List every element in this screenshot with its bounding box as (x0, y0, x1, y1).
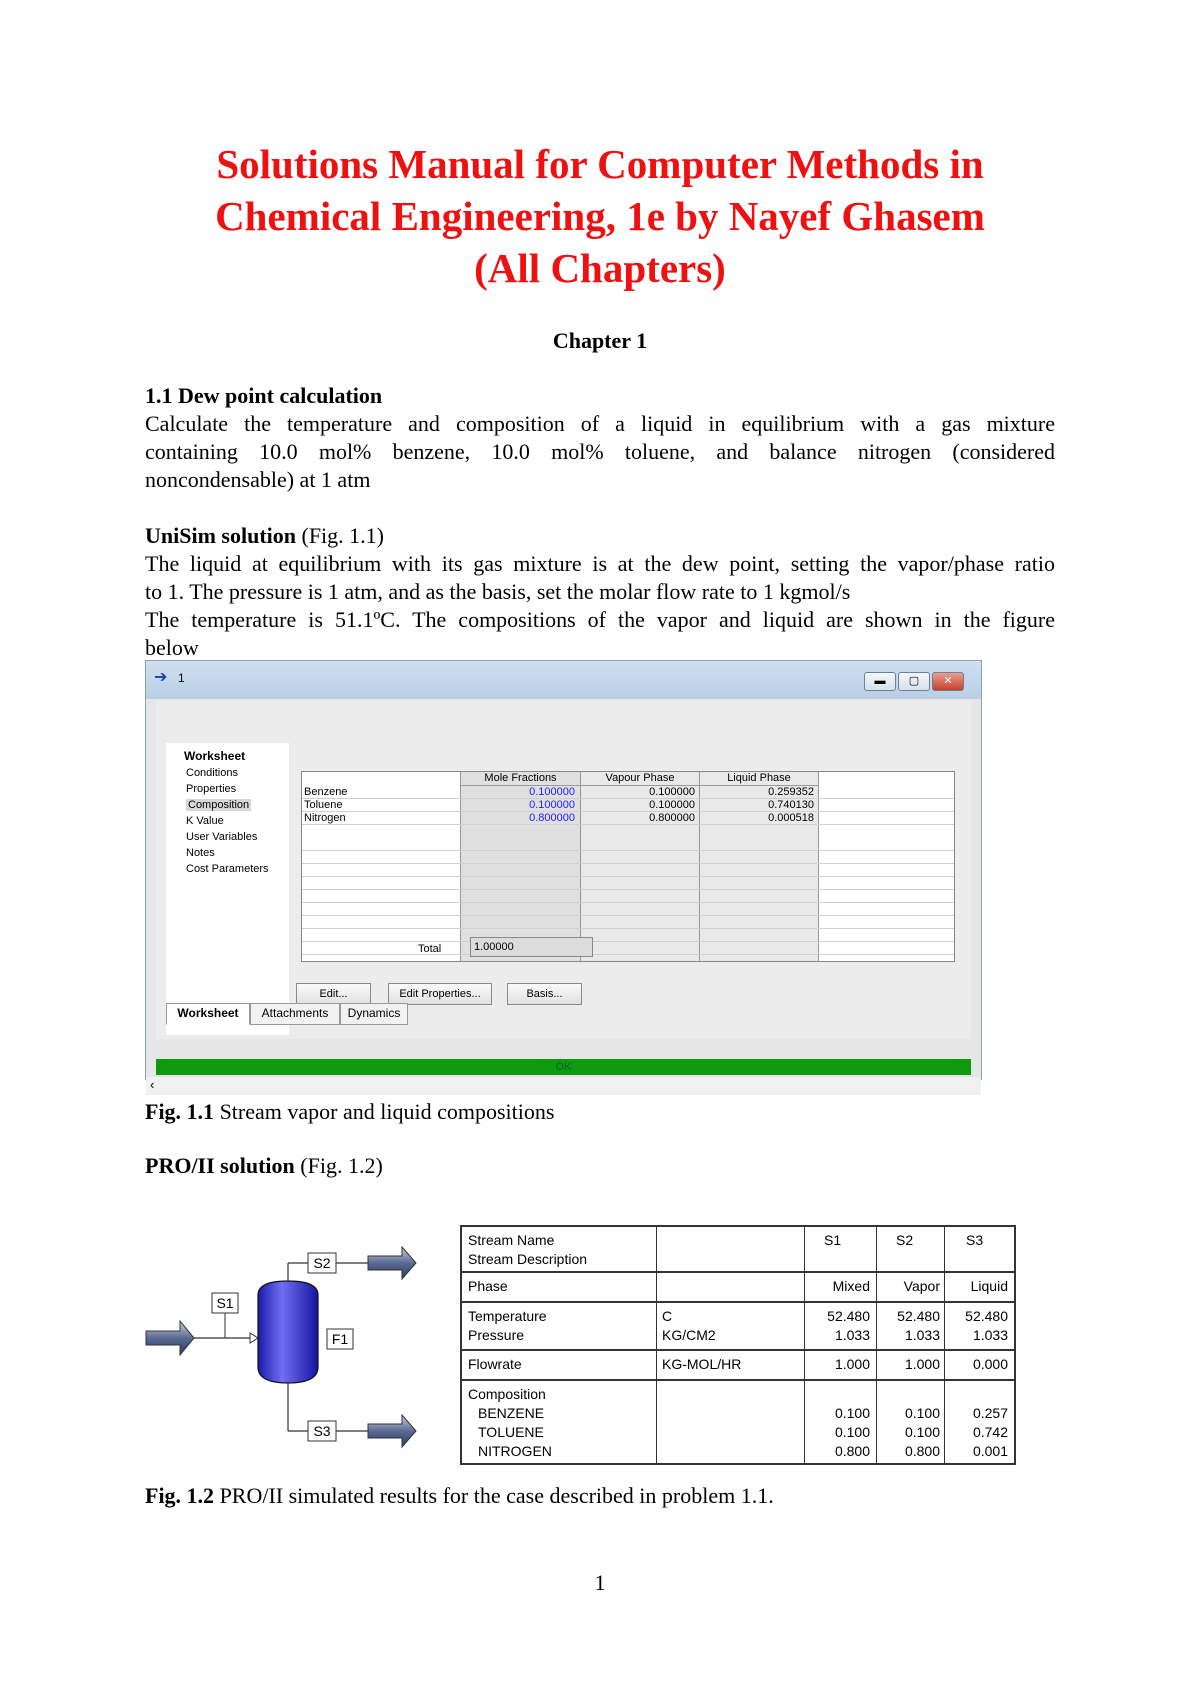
pro2-heading (145, 1152, 1055, 1180)
composition-label: Composition (468, 1386, 546, 1402)
s3-label: S3 (313, 1423, 331, 1439)
col-header-mole: Mole Fractions (461, 772, 580, 786)
temperature-s1: 52.480 (827, 1308, 870, 1324)
total-field: 1.00000 (470, 937, 593, 957)
chapter-heading: Chapter 1 (552, 328, 648, 353)
component-s2: 0.100 (904, 1424, 940, 1440)
problem-line-3: noncondensable) at 1 atm (145, 467, 371, 492)
unisim-heading-bold: UniSim solution (145, 523, 296, 548)
empty-row (302, 838, 954, 851)
empty-row (302, 851, 954, 864)
component-name: Benzene (304, 786, 348, 798)
pro2-heading-ref: (Fig. 1.2) (294, 1153, 383, 1178)
tree-item-cost-parameters[interactable]: Cost Parameters (186, 863, 269, 875)
total-label: Total (418, 943, 442, 955)
component-name: Nitrogen (304, 812, 346, 824)
component-s2: 0.800 (904, 1443, 940, 1459)
problem-line-1: Calculate the temperature and composition of a liquid in equilibrium with a gas mixture (145, 411, 1055, 436)
problem-statement (145, 410, 1055, 494)
component-name: Toluene (304, 799, 343, 811)
unisim-line-3: The temperature is 51.1ºC. The compositions of the vapor and liquid are shown in the figure (145, 607, 1055, 632)
unisim-heading-ref: (Fig. 1.1) (296, 523, 384, 548)
unisim-heading (145, 522, 1055, 550)
liquid-fraction: 0.740130 (768, 799, 814, 811)
document-title (145, 138, 1055, 294)
phase-s3: Liquid (970, 1278, 1008, 1294)
empty-row (302, 877, 954, 890)
maximize-button[interactable]: ▢ (898, 672, 930, 691)
pressure-s1: 1.033 (834, 1327, 870, 1343)
table-row[interactable] (302, 812, 954, 825)
f1-label: F1 (331, 1331, 349, 1347)
empty-row (302, 929, 954, 942)
phase-s2: Vapor (903, 1278, 940, 1294)
component-name: NITROGEN (478, 1443, 552, 1459)
phase-label: Phase (468, 1278, 508, 1294)
tree-root: Worksheet (184, 749, 246, 763)
tree-item-composition[interactable]: Composition (188, 799, 250, 811)
page-number: 1 (594, 1570, 606, 1595)
unisim-line-2: to 1. The pressure is 1 atm, and as the basis, set the molar flow rate to 1 kgmol/s (145, 579, 851, 604)
close-button[interactable]: ✕ (932, 672, 964, 691)
temperature-s2: 52.480 (897, 1308, 940, 1324)
window-title: 1 (178, 671, 185, 685)
table-row[interactable] (302, 799, 954, 812)
tab-dynamics[interactable]: Dynamics (340, 1003, 408, 1025)
tab-attachments[interactable]: Attachments (250, 1003, 340, 1025)
s1-label: S1 (216, 1295, 234, 1311)
mole-fraction[interactable]: 0.800000 (529, 812, 575, 824)
liquid-arrow-icon (368, 1415, 416, 1447)
temperature-label: Temperature (468, 1308, 547, 1324)
s2-label: S2 (313, 1255, 331, 1271)
basis-button[interactable]: Basis... (507, 983, 582, 1005)
worksheet-content (156, 701, 971, 1039)
fig2-caption-text: PRO/II simulated results for the case described in problem 1.1. (214, 1483, 774, 1508)
empty-row (302, 916, 954, 929)
fig2-caption (145, 1482, 1055, 1510)
fig2-label: Fig. 1.2 (145, 1483, 215, 1508)
tab-worksheet[interactable]: Worksheet (166, 1003, 250, 1025)
col-header-liquid: Liquid Phase (700, 772, 818, 786)
divider (656, 1227, 657, 1463)
divider (462, 1301, 1014, 1303)
stream-arrow-icon: ➔ (154, 669, 168, 686)
col-s3: S3 (966, 1232, 984, 1248)
pro2-heading-bold: PRO/II solution (145, 1153, 295, 1178)
page-tree (166, 743, 289, 1035)
table-row[interactable] (302, 786, 954, 799)
component-s2: 0.100 (904, 1405, 940, 1421)
unisim-line-4: below (145, 635, 199, 660)
component-s1: 0.800 (834, 1443, 870, 1459)
liquid-fraction: 0.259352 (768, 786, 814, 798)
component-s3: 0.001 (972, 1443, 1008, 1459)
component-name: TOLUENE (478, 1424, 544, 1440)
divider (462, 1271, 1014, 1273)
component-s3: 0.257 (972, 1405, 1008, 1421)
pressure-s2: 1.033 (904, 1327, 940, 1343)
phase-s1: Mixed (832, 1278, 870, 1294)
vapour-fraction: 0.100000 (649, 786, 695, 798)
stream-name-label: Stream Name (468, 1232, 555, 1248)
fig1-caption-text: Stream vapor and liquid compositions (214, 1099, 555, 1124)
pro2-results-table (460, 1225, 1016, 1465)
flowrate-label: Flowrate (468, 1356, 522, 1372)
title-line-3: (All Chapters) (474, 245, 726, 291)
col-header-vapour: Vapour Phase (581, 772, 699, 786)
flash-vessel-icon (258, 1281, 318, 1383)
window-titlebar (146, 661, 981, 699)
mole-fraction[interactable]: 0.100000 (529, 786, 575, 798)
fig1-caption (145, 1098, 1055, 1126)
flowrate-s1: 1.000 (834, 1356, 870, 1372)
section-heading: 1.1 Dew point calculation (145, 383, 383, 408)
col-s2: S2 (896, 1232, 914, 1248)
pressure-label: Pressure (468, 1327, 525, 1343)
problem-line-2: containing 10.0 mol% benzene, 10.0 mol% toluene, and balance nitrogen (considered (145, 439, 1055, 464)
component-name: BENZENE (478, 1405, 545, 1421)
flowrate-s2: 1.000 (904, 1356, 940, 1372)
flowrate-s3: 0.000 (972, 1356, 1008, 1372)
tree-item-user-variables[interactable]: User Variables (186, 831, 258, 843)
inlet-arrow-icon (250, 1333, 258, 1343)
flowrate-unit: KG-MOL/HR (662, 1356, 742, 1372)
divider (462, 1349, 1014, 1351)
title-line-2: Chemical Engineering, 1e by Nayef Ghasem (215, 193, 985, 239)
temperature-unit: C (662, 1308, 673, 1324)
empty-row (302, 864, 954, 877)
scroll-left-icon[interactable]: ‹ (150, 1077, 155, 1092)
minimize-button[interactable]: ▬ (864, 672, 896, 691)
pro2-flowsheet (140, 1225, 450, 1465)
liquid-fraction: 0.000518 (768, 812, 814, 824)
vapor-arrow-icon (368, 1247, 416, 1279)
status-bar: OK (156, 1059, 971, 1075)
empty-row (302, 942, 954, 955)
col-s1: S1 (824, 1232, 842, 1248)
edit-properties-button[interactable]: Edit Properties... (388, 983, 492, 1005)
empty-row (302, 903, 954, 916)
component-s1: 0.100 (834, 1424, 870, 1440)
unisim-text (145, 550, 1055, 662)
tree-item-k-value[interactable]: K Value (186, 815, 224, 827)
vapour-fraction: 0.100000 (649, 799, 695, 811)
horizontal-scrollbar[interactable] (146, 1077, 981, 1095)
vapour-fraction: 0.800000 (649, 812, 695, 824)
title-line-1: Solutions Manual for Computer Methods in (216, 141, 984, 187)
tree-item-properties[interactable]: Properties (186, 783, 237, 795)
empty-row (302, 890, 954, 903)
composition-grid[interactable] (301, 771, 955, 962)
pressure-unit: KG/CM2 (662, 1327, 716, 1343)
unisim-line-1: The liquid at equilibrium with its gas mixture is at the dew point, setting the vapor/phase ratio (145, 551, 1055, 576)
unisim-window (145, 660, 982, 1092)
tree-item-conditions[interactable]: Conditions (186, 767, 238, 779)
mole-fraction[interactable]: 0.100000 (529, 799, 575, 811)
component-s3: 0.742 (972, 1424, 1008, 1440)
temperature-s3: 52.480 (965, 1308, 1008, 1324)
divider (462, 1379, 1014, 1381)
component-s1: 0.100 (834, 1405, 870, 1421)
fig1-label: Fig. 1.1 (145, 1099, 215, 1124)
stream-desc-label: Stream Description (468, 1251, 588, 1267)
tree-item-notes[interactable]: Notes (186, 847, 215, 859)
feed-arrow-icon (146, 1321, 194, 1355)
pressure-s3: 1.033 (972, 1327, 1008, 1343)
edit-button[interactable]: Edit... (296, 983, 371, 1005)
